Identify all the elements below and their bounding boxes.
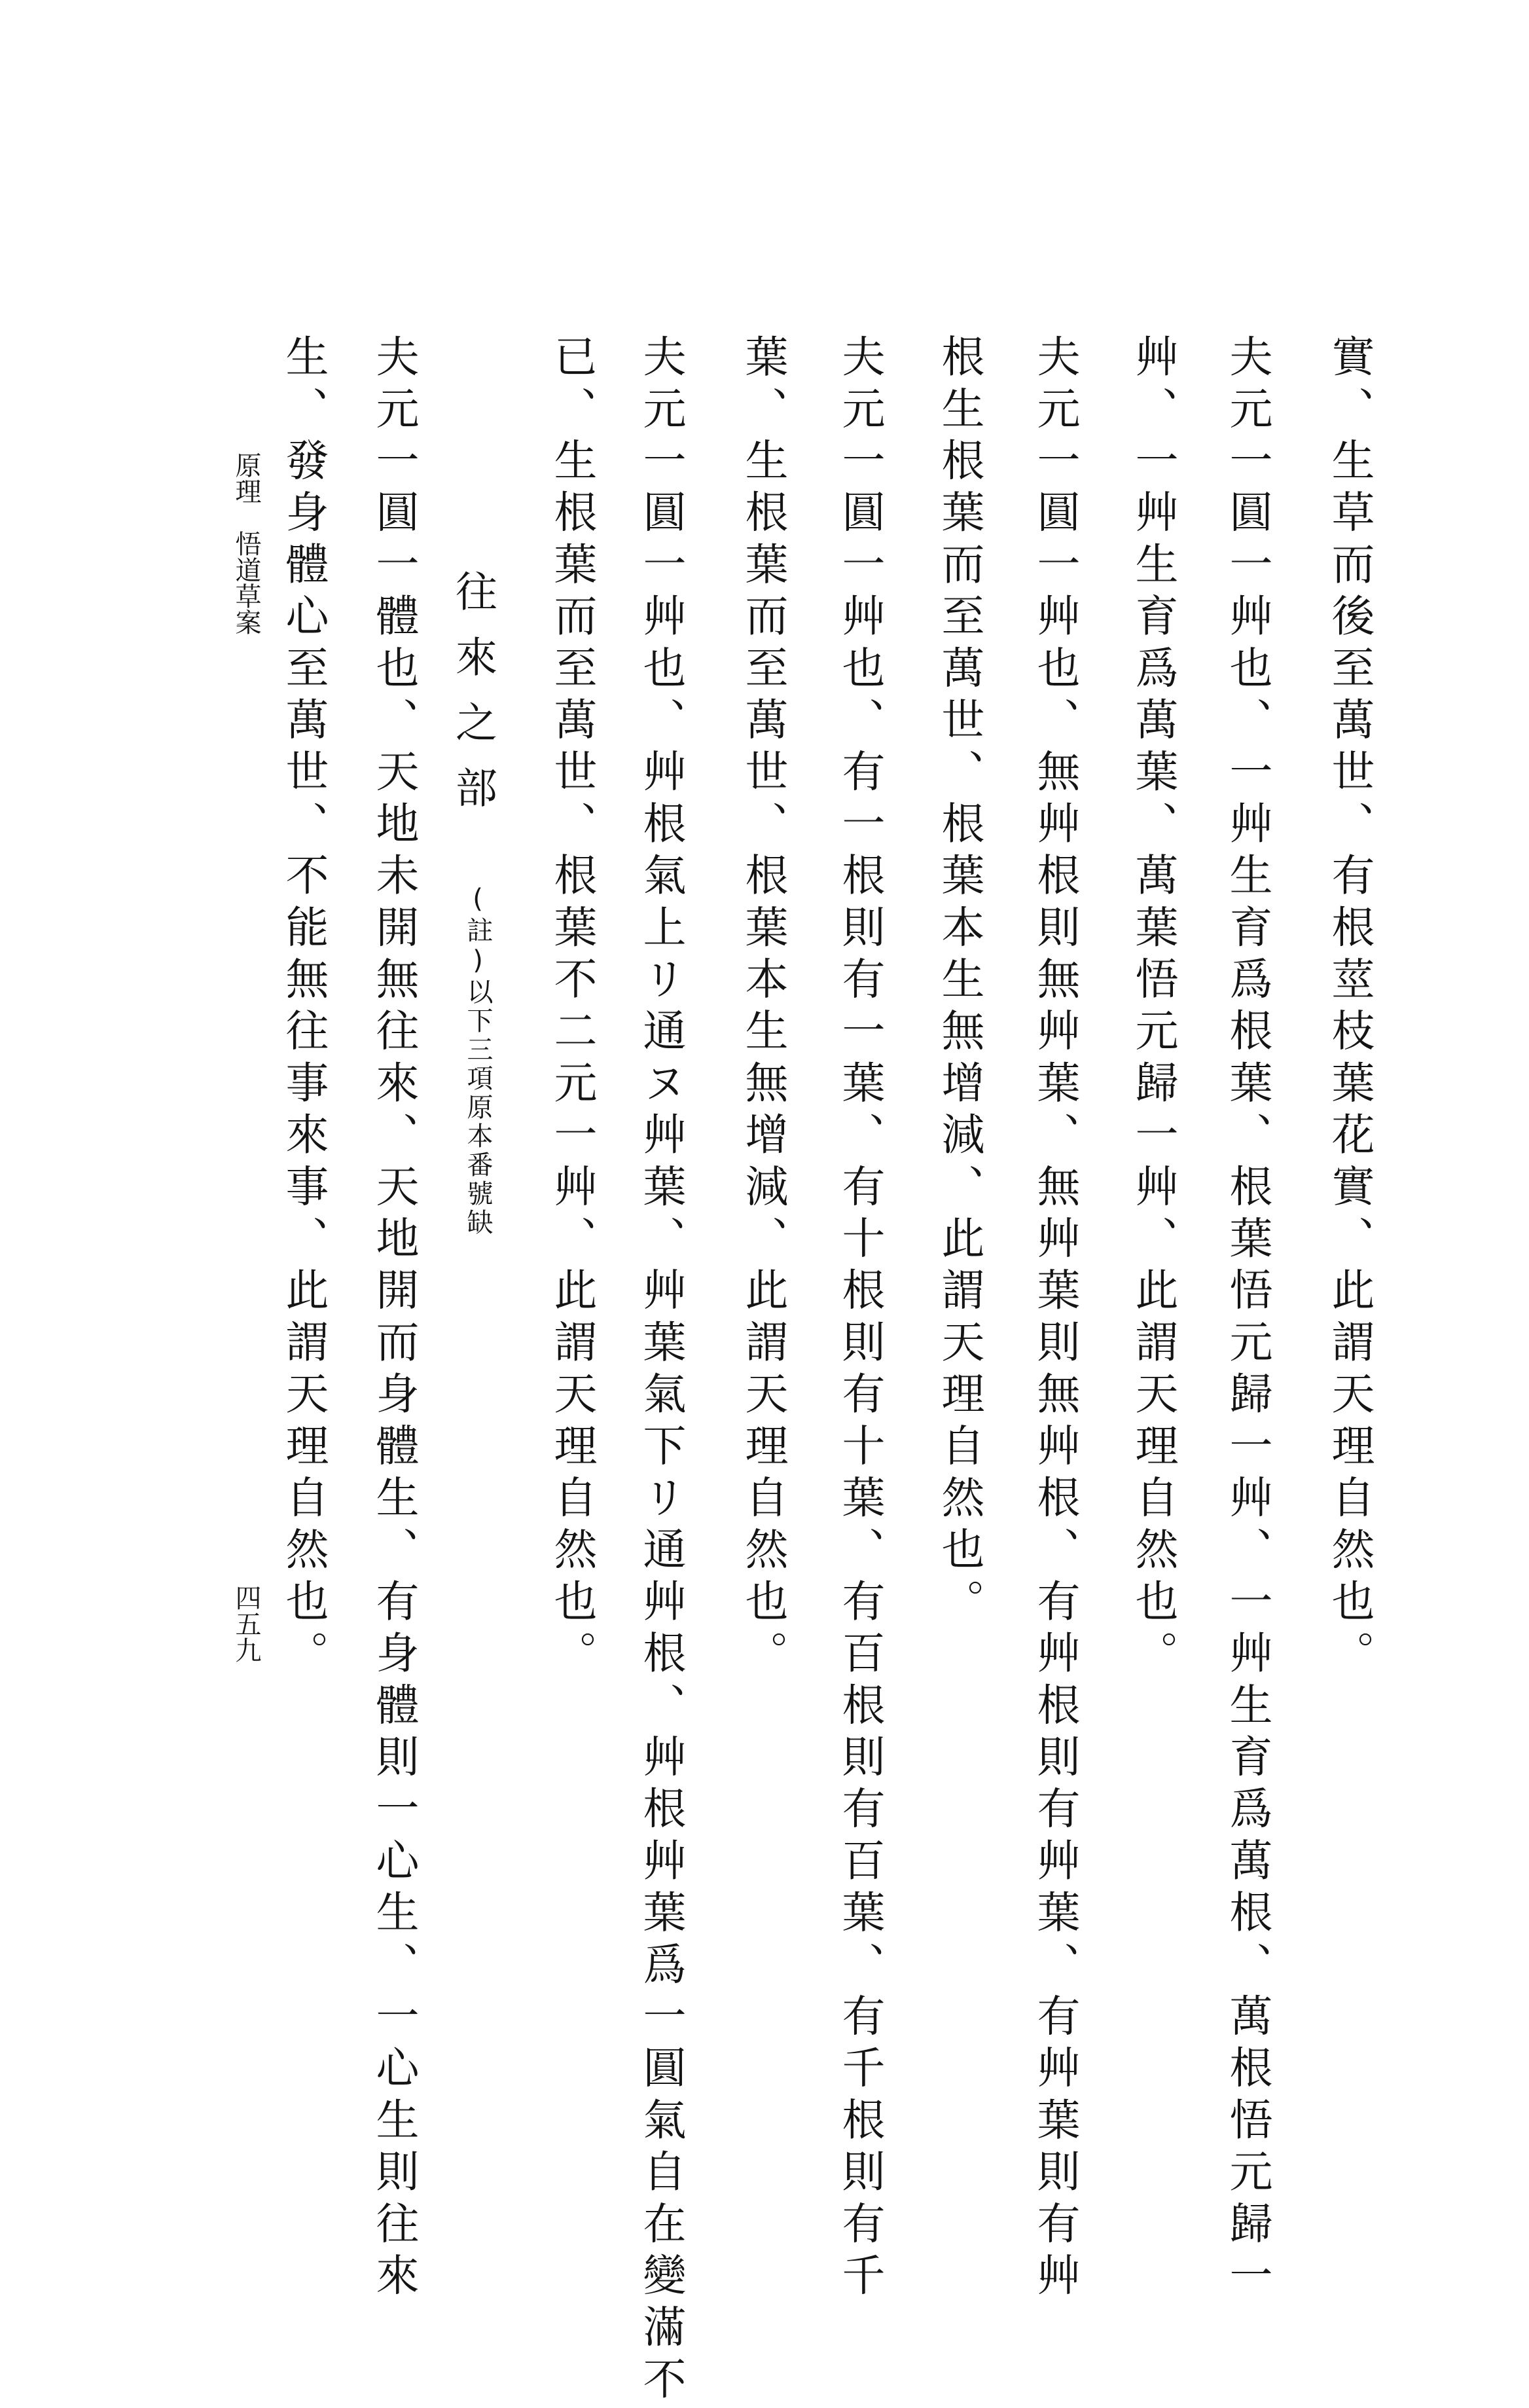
text-column-10: 夫元一圓一體也、天地未開無往來、天地開而身體生、有身體則一心生、一心生則往來 — [369, 334, 419, 2305]
text-column-8: 夫元一圓一艸也、艸根氣上リ通ヌ艸葉、艸葉氣下リ通艸根、艸根艸葉爲一圓氣自在變滿不 — [636, 334, 686, 2408]
running-head: 原理 悟道草案 — [231, 452, 261, 635]
text-column-6: 夫元一圓一艸也、有一根則有一葉、有十根則有十葉、有百根則有百葉、有千根則有千 — [835, 334, 885, 2305]
text-column-3: 艸、一艸生育爲萬葉、萬葉悟元歸一艸、此謂天理自然也。 — [1128, 334, 1178, 1683]
annotation-note: (註)以下三項原本番號缺 — [463, 884, 493, 1237]
text-column-11: 生、發身體心至萬世、不能無往事來事、此謂天理自然也。 — [278, 334, 329, 1683]
text-column-5: 根生根葉而至萬世、根葉本生無增減、此謂天理自然也。 — [934, 334, 984, 1630]
text-column-7: 葉、生根葉而至萬世、根葉本生無增減、此謂天理自然也。 — [738, 334, 788, 1683]
text-column-4: 夫元一圓一艸也、無艸根則無艸葉、無艸葉則無艸根、有艸根則有艸葉、有艸葉則有艸 — [1030, 334, 1080, 2305]
text-column-9: 已、生根葉而至萬世、根葉不二元一艸、此謂天理自然也。 — [547, 334, 597, 1683]
page-number: 四五九 — [231, 1584, 261, 1663]
text-column-2: 夫元一圓一艸也、一艸生育爲根葉、根葉悟元歸一艸、一艸生育爲萬根、萬根悟元歸一 — [1222, 334, 1272, 2305]
section-heading: 往來之部 — [448, 570, 497, 831]
text-column-1: 實、生草而後至萬世、有根莖枝葉花實、此謂天理自然也。 — [1324, 334, 1375, 1683]
